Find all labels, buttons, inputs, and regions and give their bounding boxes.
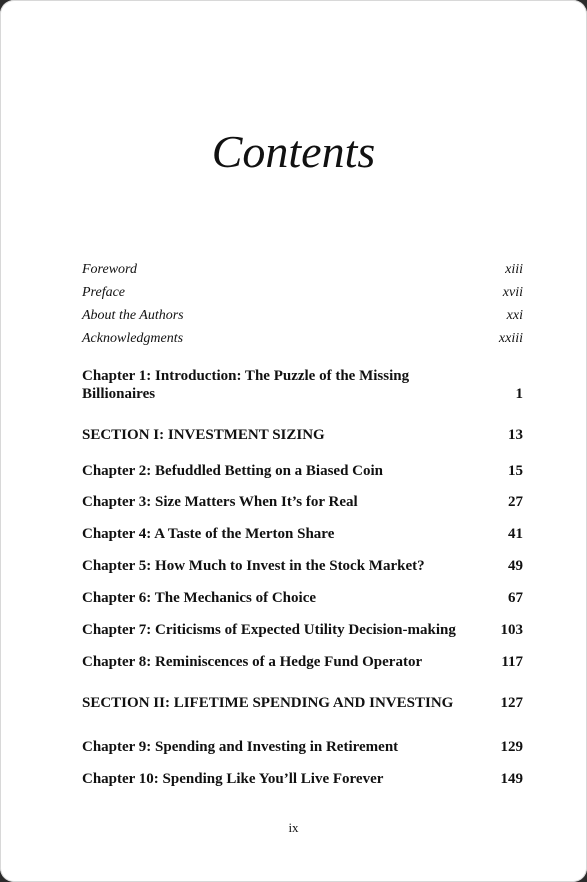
toc-entry-label: Chapter 9: Spending and Investing in Retirement <box>82 739 399 755</box>
toc-entry-about-the-authors[interactable] <box>82 307 523 325</box>
toc-entry-chapter-1[interactable] <box>82 367 523 403</box>
toc-entry-page: xxi <box>506 308 523 323</box>
toc-entry-chapter-6[interactable] <box>82 589 523 607</box>
toc-entry-chapter-10[interactable] <box>82 770 523 788</box>
toc-entry-page: 149 <box>500 771 523 787</box>
toc-entry-label: Chapter 1: Introduction: The Puzzle of the Missing Billionaires <box>82 368 410 402</box>
toc-section-label: SECTION II: LIFETIME SPENDING AND INVESTING <box>82 695 454 711</box>
toc-entry-label: About the Authors <box>82 308 184 323</box>
toc-entry-chapter-8[interactable] <box>82 653 523 671</box>
toc-entry-page: xvii <box>502 285 523 300</box>
page-number: ix <box>288 820 299 835</box>
toc-entry-label: Acknowledgments <box>82 331 184 346</box>
toc-entry-label: Chapter 3: Size Matters When It’s for Real <box>82 494 358 510</box>
toc-entry-page: 49 <box>508 558 523 574</box>
toc-entry-label: Chapter 7: Criticisms of Expected Utility Decision-making <box>82 622 456 638</box>
toc-entry-label: Chapter 10: Spending Like You’ll Live Forever <box>82 771 384 787</box>
toc-entry-page: 13 <box>508 427 523 443</box>
toc-entry-chapter-2[interactable] <box>82 462 523 480</box>
toc-entry-section-1[interactable] <box>82 426 523 444</box>
toc-entry-section-2[interactable] <box>82 694 523 712</box>
toc-entry-label: Chapter 2: Befuddled Betting on a Biased Coin <box>82 463 384 479</box>
toc-section-label: SECTION I: INVESTMENT SIZING <box>82 427 325 443</box>
toc-entry-page: 117 <box>501 654 523 670</box>
toc-entry-chapter-3[interactable] <box>82 493 523 511</box>
toc-entry-foreword[interactable] <box>82 261 523 279</box>
toc-entry-label: Chapter 4: A Taste of the Merton Share <box>82 526 335 542</box>
toc-entry-label: Chapter 6: The Mechanics of Choice <box>82 590 317 606</box>
toc-entry-page: 41 <box>508 526 523 542</box>
toc-entry-chapter-4[interactable] <box>82 525 523 543</box>
toc-entry-label: Chapter 8: Reminiscences of a Hedge Fund Operator <box>82 654 423 670</box>
toc-entry-page: xxiii <box>498 331 523 346</box>
toc-entry-acknowledgments[interactable] <box>82 330 523 348</box>
page-title: Contents <box>211 126 376 177</box>
toc-entry-label: Preface <box>82 285 126 300</box>
toc-entry-label: Chapter 5: How Much to Invest in the Stock Market? <box>82 558 425 574</box>
toc-entry-chapter-5[interactable] <box>82 557 523 575</box>
toc-entry-chapter-9[interactable] <box>82 738 523 756</box>
toc-entry-chapter-7[interactable] <box>82 621 523 639</box>
toc-entry-page: 15 <box>508 463 523 479</box>
toc-entry-page: 27 <box>508 494 523 510</box>
toc-entry-page: xiii <box>505 262 523 277</box>
toc-entry-page: 127 <box>500 695 523 711</box>
toc-entry-page: 103 <box>500 622 523 638</box>
toc-entry-label: Foreword <box>82 262 137 277</box>
toc-entry-page: 67 <box>508 590 523 606</box>
toc-entry-page: 1 <box>515 386 523 402</box>
toc-entry-page: 129 <box>500 739 523 755</box>
toc-entry-preface[interactable] <box>82 284 523 302</box>
